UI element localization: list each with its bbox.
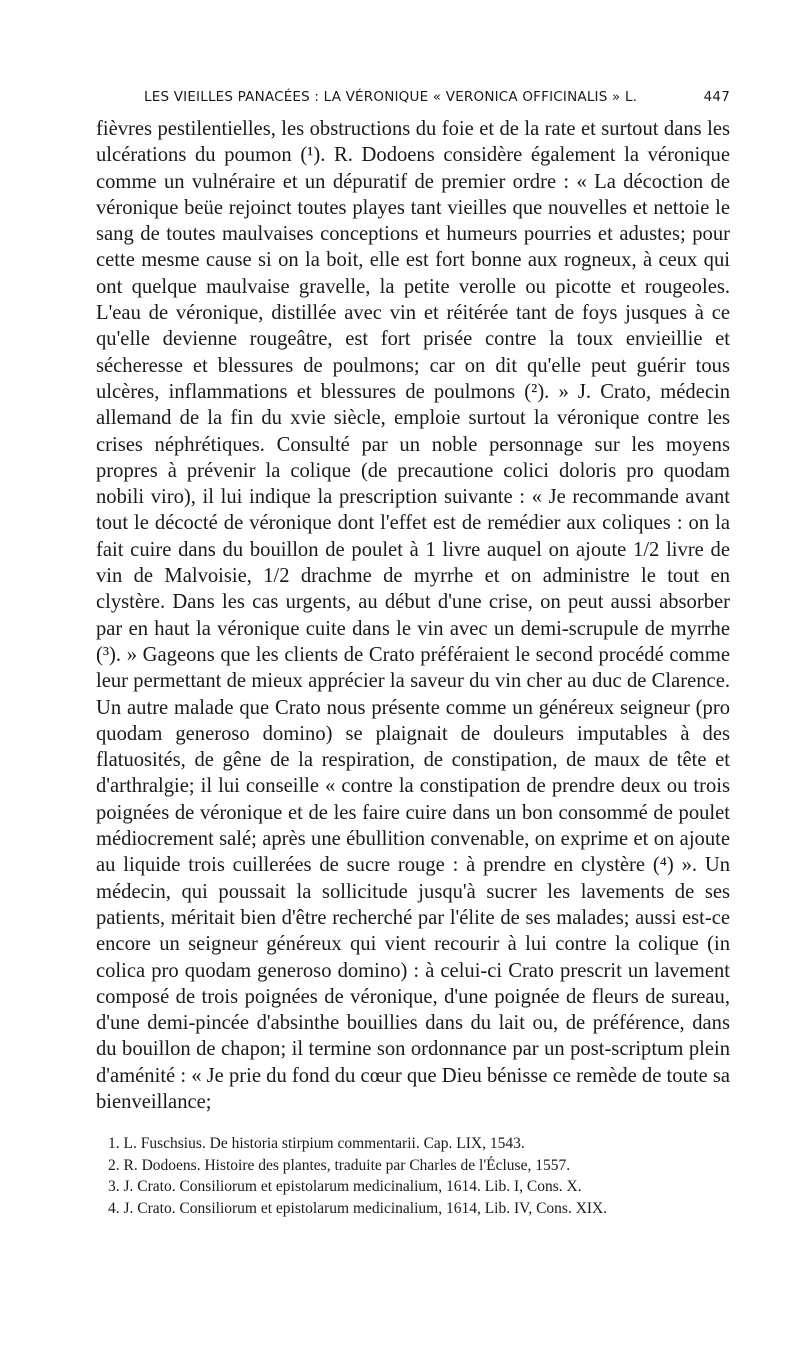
footnote-2: 2. R. Dodoens. Histoire des plantes, traduite par Charles de l'Écluse, 1557. bbox=[108, 1156, 571, 1174]
footnote-1: 1. L. Fuschsius. De historia stirpium commentarii. Cap. LIX, 1543. bbox=[108, 1135, 525, 1153]
footnote-4: 4. J. Crato. Consiliorum et epistolarum medicinalium, 1614, Lib. IV, Cons. XIX. bbox=[108, 1199, 608, 1217]
page bbox=[96, 88, 730, 1308]
body-text bbox=[96, 116, 730, 1115]
footnotes bbox=[96, 1133, 730, 1219]
footnote-3: 3. J. Crato. Consiliorum et epistolarum medicinalium, 1614. Lib. I, Cons. X. bbox=[108, 1178, 582, 1196]
running-head bbox=[144, 88, 730, 108]
body-paragraph: fièvres pestilentielles, les obstructions du foie et de la rate et surtout dans les ulcérations du poumon (¹). R. Dodoens considère également la véronique comme un vulnéraire et un dépuratif de premier ordre : « La décoction de véronique beüe rejoinct toutes playes tant vieilles que nouvelles et nettoie le sang de toutes maulvaises conceptions et humeurs pourries et adustes; pour cette mesme cause si on la boit, elle est fort bonne aux rogneux, à ceux qui ont quelque maulvaise gravelle, la petite verolle ou picotte et rougeoles. L'eau de véronique, distillée avec vin et réitérée tant de foys jusques à ce qu'elle devienne rougeâtre, est fort prisée contre la toux envieillie et sécheresse et blessures de poulmons; car on dit qu'elle peut guérir tous ulcères, inflammations et blessures de poulmons (²). » J. Crato, médecin allemand de la fin du xvie siècle, emploie surtout la véronique contre les crises néphrétiques. Consulté par un noble personnage sur les moyens propres à prévenir la colique (de precautione colici doloris pro quodam nobili viro), il lui indique la prescription suivante : « Je recommande avant tout le décocté de véronique dont l'effet est de remédier aux coliques : on la fait cuire dans du bouillon de poulet à 1 livre auquel on ajoute 1/2 livre de vin de Malvoisie, 1/2 drachme de myrrhe et on administre le tout en clystère. Dans les cas urgents, au début d'une crise, on peut aussi absorber par en haut la véronique cuite dans le vin avec un demi-scrupule de myrrhe (³). » Gageons que les clients de Crato préféraient le second procédé comme leur permettant de mieux apprécier la saveur du vin cher au duc de Clarence. Un autre malade que Crato nous présente comme un généreux seigneur (pro quodam generoso domino) se plaignait de douleurs imputables à des flatuosités, de gêne de la respiration, de constipation, de maux de tête et d'arthralgie; il lui conseille « contre la constipation de prendre deux ou trois poignées de véronique et de les faire cuire dans un bon consommé de poulet médiocrement salé; après une ébullition convenable, on exprime et on ajoute au liquide trois cuillerées de sucre rouge : à prendre en clystère (⁴) ». Un médecin, qui poussait la sollicitude jusqu'à sucrer les lavements de ses patients, méritait bien d'être recherché par l'élite de ses malades; aussi est-ce encore un seigneur généreux qui vient recourir à lui contre la colique (in colica pro quodam generoso domino) : à celui-ci Crato prescrit un lavement composé de trois poignées de véronique, d'une poignée de fleurs de sureau, d'une demi-pincée d'absinthe bouillies dans du lait ou, de préférence, dans du bouillon de chapon; il termine son ordonnance par un post-scriptum plein d'aménité : « Je prie du fond du cœur que Dieu bénisse ce remède de toute sa bienveillance; bbox=[96, 118, 730, 1113]
running-title: LES VIEILLES PANACÉES : LA VÉRONIQUE « VERONICA OFFICINALIS » L. bbox=[144, 89, 638, 105]
page-number: 447 bbox=[703, 89, 730, 105]
